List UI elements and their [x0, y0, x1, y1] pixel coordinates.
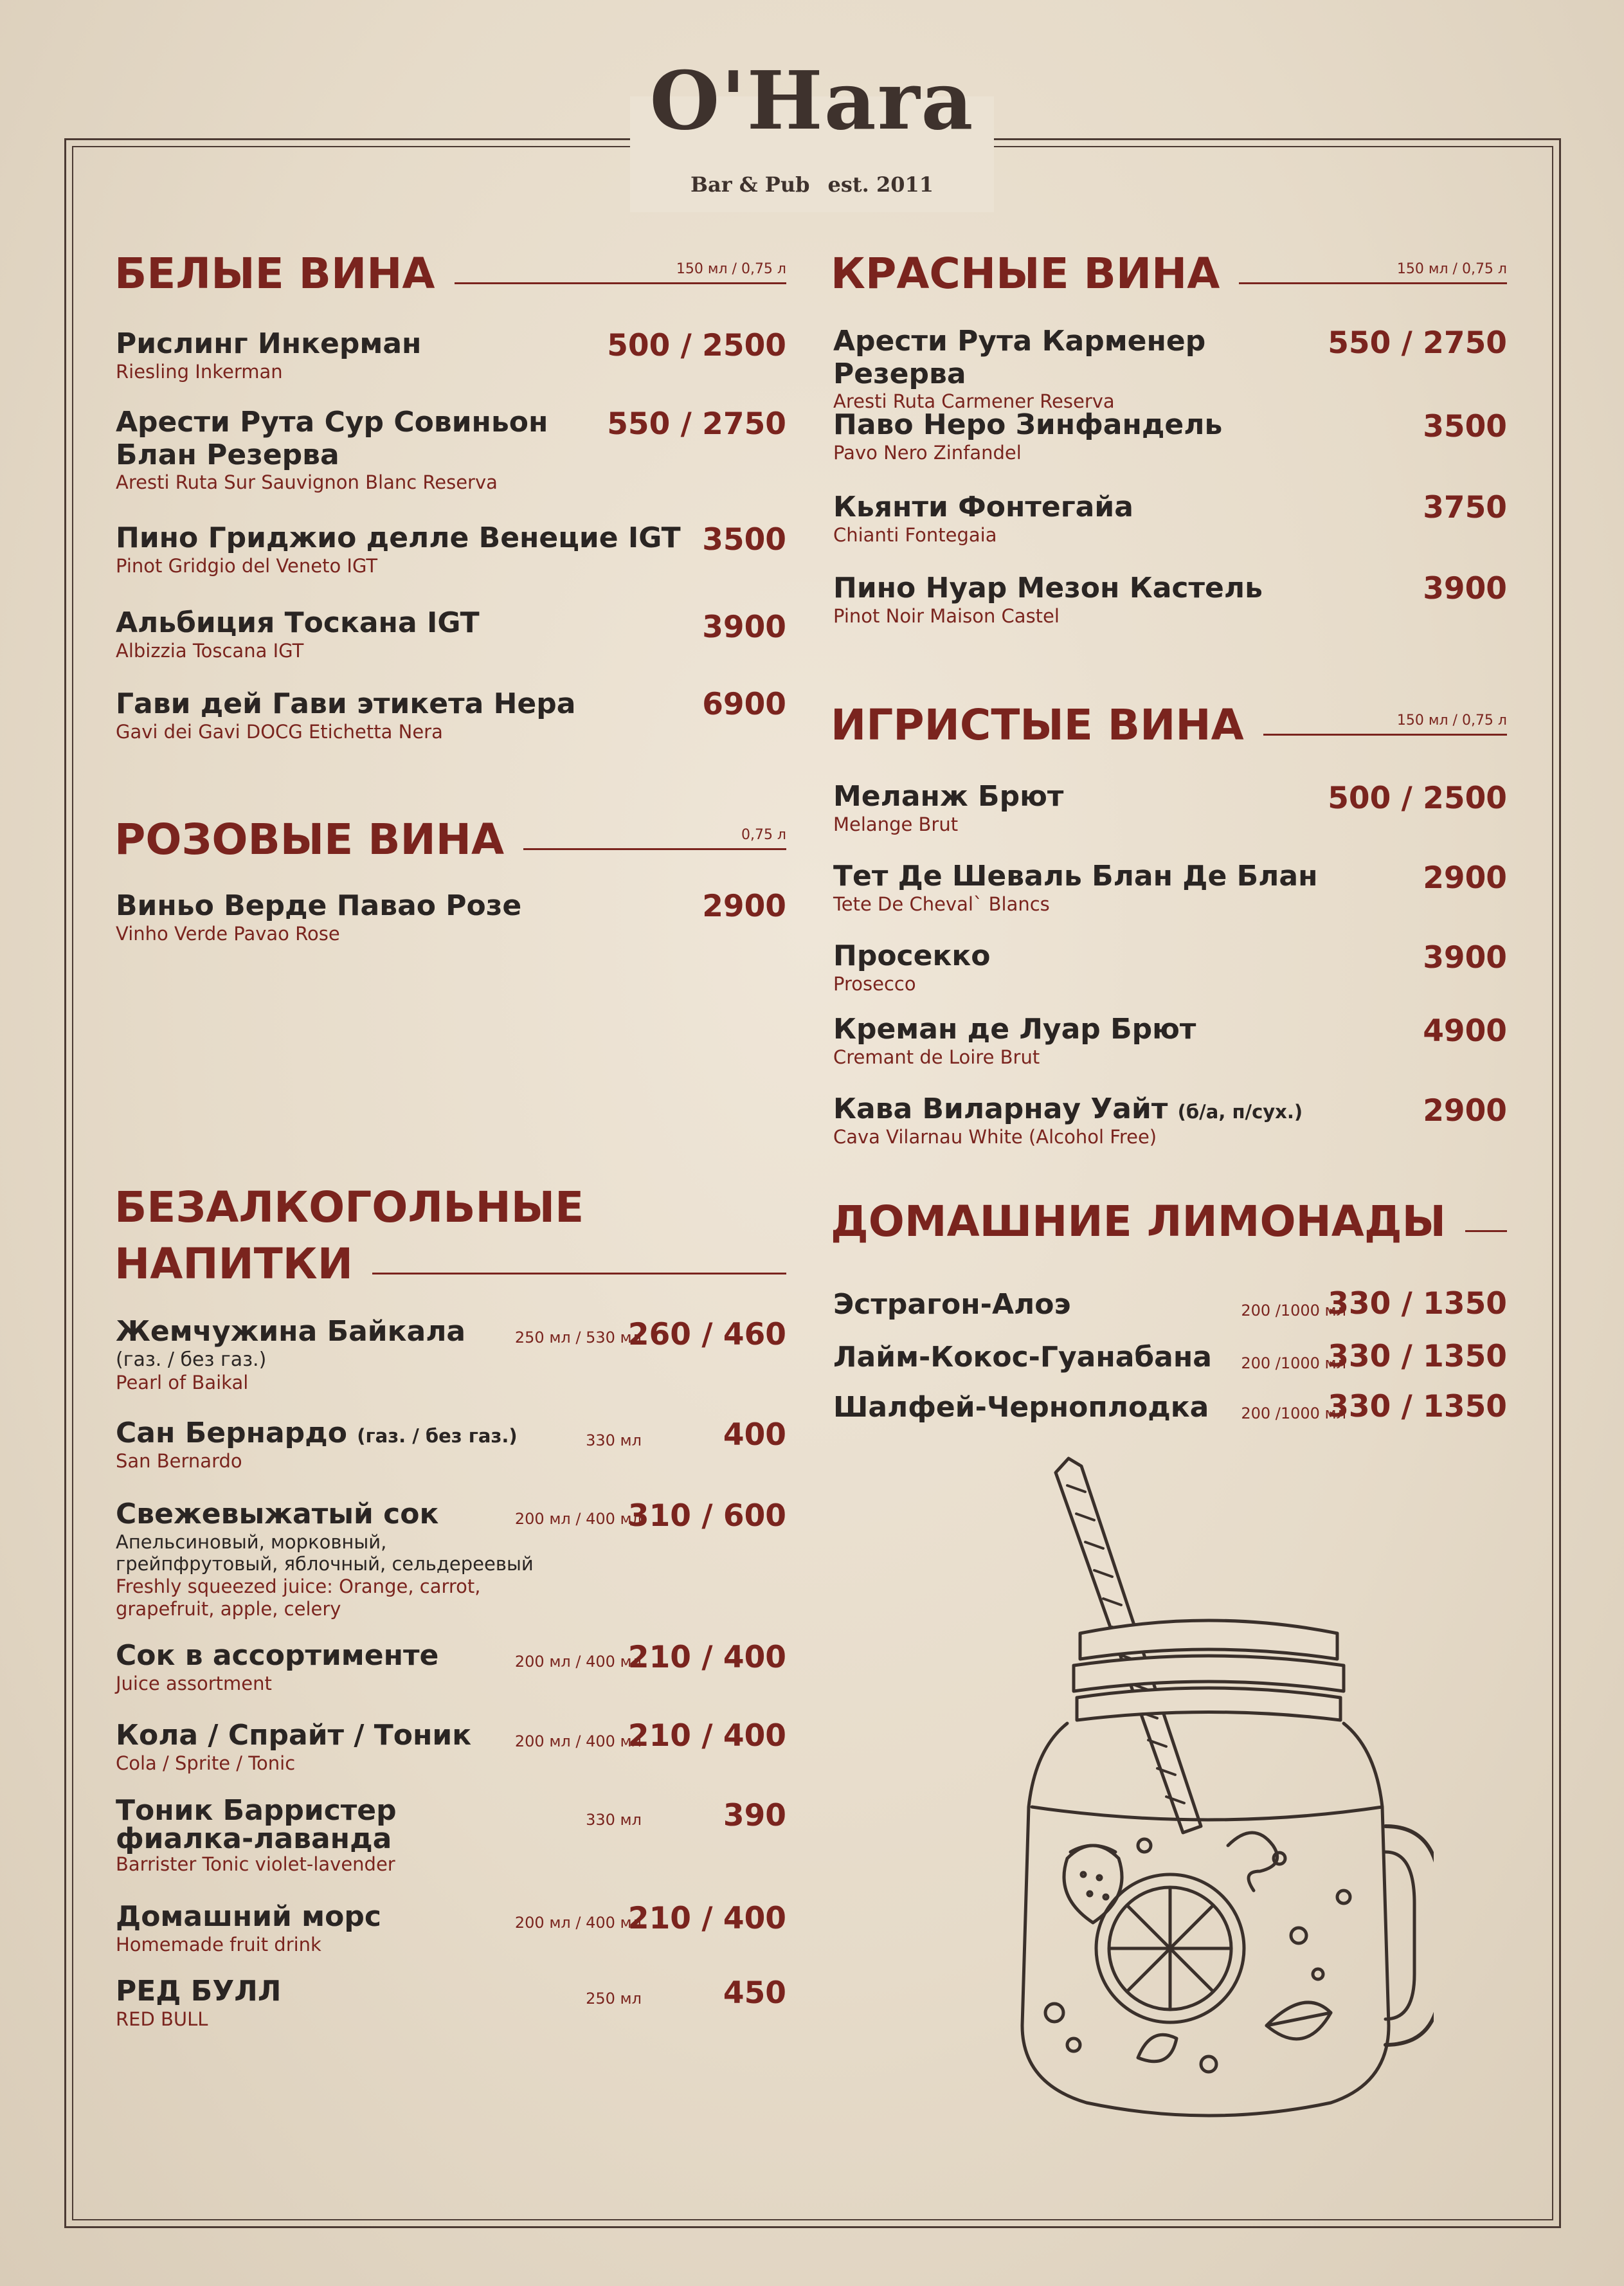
white-wines-volume: 150 мл / 0,75 л — [676, 260, 786, 277]
red-wines-header — [831, 249, 1507, 298]
item-price: 330 / 1350 — [1328, 1339, 1507, 1374]
item-name: Домашний морс — [116, 1900, 381, 1933]
item-name: Эстрагон-Алоэ — [833, 1288, 1071, 1321]
item-price: 500 / 2500 — [607, 328, 786, 363]
item-volume: 200 /1000 мл — [1241, 1354, 1346, 1372]
item-subtitle: Barrister Tonic violet-lavender — [116, 1853, 395, 1875]
menu-item — [116, 688, 694, 743]
item-name: Лайм-Кокос-Гуанабана — [833, 1341, 1212, 1374]
menu-item — [116, 1719, 566, 1774]
menu-item — [116, 328, 604, 383]
item-subtitle: Melange Brut — [833, 813, 959, 835]
section-divider — [1465, 1230, 1507, 1232]
item-volume: 250 мл — [586, 1990, 642, 2008]
item-price: 550 / 2750 — [607, 406, 786, 442]
brand-subtitle — [636, 172, 988, 197]
item-volume: 250 мл / 530 мл — [514, 1329, 642, 1347]
item-description: Апельсиновый, морковный, грейпфрутовый, яблочный, сельдереевый — [116, 1530, 534, 1575]
menu-item — [833, 1013, 1348, 1068]
section-divider — [1239, 260, 1507, 284]
item-price: 3900 — [702, 610, 786, 645]
soft-drinks-header — [114, 1240, 786, 1289]
item-name: Альбиция Тоскана IGT — [116, 606, 480, 639]
menu-item — [116, 1316, 514, 1393]
item-volume: 200 /1000 мл — [1241, 1302, 1346, 1320]
item-price: 390 — [723, 1798, 786, 1833]
item-volume: 200 мл / 400 мл — [514, 1914, 642, 1932]
menu-item — [833, 572, 1348, 627]
brand-type: Bar & Pub — [690, 172, 810, 197]
menu-item — [833, 940, 1348, 995]
lemonade-jar-illustration — [997, 1447, 1434, 2128]
item-volume: 200 мл / 400 мл — [514, 1653, 642, 1671]
sparkling-wines-volume: 150 мл / 0,75 л — [1396, 712, 1507, 729]
item-name — [116, 1417, 566, 1450]
item-subtitle: Aresti Ruta Carmener Reserva — [833, 390, 1115, 413]
item-subtitle: Vinho Verde Pavao Rose — [116, 922, 340, 945]
item-price: 210 / 400 — [627, 1718, 786, 1754]
menu-item — [833, 325, 1348, 413]
item-subtitle: Pearl of Baikal — [116, 1371, 249, 1393]
item-note: (газ. / без газ.) — [357, 1425, 518, 1447]
brand-logo: O'Hara — [649, 54, 975, 148]
item-name: Кьянти Фонтегайа — [833, 491, 1133, 523]
item-price: 550 / 2750 — [1328, 325, 1507, 361]
item-price: 400 — [723, 1417, 786, 1453]
item-price: 3900 — [1423, 940, 1507, 975]
item-subtitle: Riesling Inkerman — [116, 360, 283, 383]
item-price: 3500 — [1423, 409, 1507, 444]
item-price: 210 / 400 — [627, 1901, 786, 1936]
item-price: 500 / 2500 — [1328, 781, 1507, 816]
sparkling-wines-header — [831, 701, 1507, 750]
item-volume: 330 мл — [586, 1811, 642, 1829]
red-wines-volume: 150 мл / 0,75 л — [1396, 260, 1507, 277]
menu-item — [116, 1498, 540, 1620]
item-subtitle: Homemade fruit drink — [116, 1933, 321, 1955]
item-price: 4900 — [1423, 1013, 1507, 1049]
item-subtitle: RED BULL — [116, 2008, 208, 2030]
sparkling-wines-title: ИГРИСТЫЕ ВИНА — [831, 700, 1244, 750]
item-name: Пино Гриджио делле Венецие IGT — [116, 522, 681, 554]
item-subtitle: Pinot Noir Maison Castel — [833, 604, 1060, 627]
item-price: 3900 — [1423, 571, 1507, 606]
menu-item — [833, 1093, 1348, 1148]
item-subtitle: Cola / Sprite / Tonic — [116, 1752, 296, 1774]
item-subtitle: Tete De Cheval` Blancs — [833, 893, 1050, 915]
item-name: Виньо Верде Павао Розе — [116, 889, 522, 922]
item-volume: 330 мл — [586, 1431, 642, 1449]
item-name: Сок в ассортименте — [116, 1639, 439, 1672]
menu-item — [833, 860, 1348, 915]
item-name: Креман де Луар Брют — [833, 1013, 1196, 1046]
menu-item — [833, 409, 1348, 464]
item-subtitle: Freshly squeezed juice: Orange, carrot, grapefruit, apple, celery — [116, 1575, 481, 1620]
item-volume: 200 мл / 400 мл — [514, 1510, 642, 1528]
menu-item — [116, 1901, 566, 1955]
menu-item — [116, 1975, 566, 2030]
item-name: Кола / Спрайт / Тоник — [116, 1719, 472, 1752]
item-subtitle: Cremant de Loire Brut — [833, 1046, 1040, 1068]
item-price: 260 / 460 — [627, 1317, 786, 1352]
menu-item — [116, 406, 566, 494]
item-name: Арести Рута Карменер Резерва — [833, 325, 1206, 390]
item-subtitle: Pavo Nero Zinfandel — [833, 441, 1022, 464]
item-name: Арести Рута Сур Совиньон Блан Резерва — [116, 406, 548, 471]
item-name — [833, 1093, 1348, 1126]
item-subtitle: Albizzia Toscana IGT — [116, 639, 304, 662]
rose-wines-title: РОЗОВЫЕ ВИНА — [114, 815, 505, 864]
menu-item — [116, 607, 630, 662]
item-subtitle: Pinot Gridgio del Veneto IGT — [116, 554, 378, 577]
item-price: 450 — [723, 1975, 786, 2011]
item-name: Паво Неро Зинфандель — [833, 408, 1223, 441]
item-subtitle: Chianti Fontegaia — [833, 523, 997, 546]
soft-drinks-title-line1: БЕЗАЛКОГОЛЬНЫЕ — [114, 1183, 584, 1232]
item-price: 2900 — [1423, 1093, 1507, 1129]
item-note: (газ. / без газ.) — [116, 1348, 267, 1371]
section-divider — [455, 260, 786, 284]
menu-item — [116, 890, 630, 945]
item-name: Жемчужина Байкала — [116, 1315, 466, 1348]
item-note: (б/а, п/сух.) — [1177, 1101, 1303, 1123]
menu-item — [116, 522, 694, 577]
brand-est: est. 2011 — [827, 172, 934, 197]
item-price: 2900 — [1423, 860, 1507, 896]
section-divider — [523, 826, 786, 850]
menu-item — [833, 1341, 1219, 1374]
soft-drinks-title-line2: НАПИТКИ — [114, 1239, 353, 1289]
item-subtitle: Prosecco — [833, 972, 916, 995]
item-subtitle: Aresti Ruta Sur Sauvignon Blanc Reserva — [116, 471, 498, 494]
lemonades-header — [831, 1197, 1507, 1246]
item-price: 3750 — [1423, 490, 1507, 525]
item-name: Тет Де Шеваль Блан Де Блан — [833, 860, 1318, 893]
item-name: Меланж Брют — [833, 780, 1064, 813]
item-name: РЕД БУЛЛ — [116, 1975, 282, 2008]
item-price: 310 / 600 — [627, 1498, 786, 1534]
item-subtitle: Gavi dei Gavi DOCG Etichetta Nera — [116, 720, 443, 743]
menu-item — [116, 1640, 566, 1694]
item-subtitle: Juice assortment — [116, 1672, 272, 1694]
item-name: Рислинг Инкерман — [116, 327, 422, 360]
item-name: Просекко — [833, 939, 991, 972]
item-volume: 200 /1000 мл — [1241, 1404, 1346, 1422]
white-wines-title: БЕЛЫЕ ВИНА — [114, 249, 435, 298]
menu-item — [833, 1289, 1219, 1321]
lemonades-title: ДОМАШНИЕ ЛИМОНАДЫ — [831, 1197, 1447, 1246]
menu-item — [833, 781, 1348, 835]
item-subtitle: Cava Vilarnau White (Alcohol Free) — [833, 1125, 1157, 1148]
menu-item — [833, 1392, 1219, 1424]
item-price: 2900 — [702, 889, 786, 924]
menu-item — [116, 1794, 437, 1876]
item-price: 210 / 400 — [627, 1640, 786, 1675]
item-name-text: Сан Бернардо — [116, 1417, 347, 1449]
item-price: 330 / 1350 — [1328, 1286, 1507, 1321]
item-name-text: Кава Виларнау Уайт — [833, 1093, 1168, 1125]
item-volume: 200 мл / 400 мл — [514, 1732, 642, 1750]
rose-wines-header — [114, 815, 786, 864]
item-name: Пино Нуар Мезон Кастель — [833, 572, 1263, 604]
section-divider — [372, 1273, 786, 1275]
section-divider — [1263, 712, 1507, 736]
white-wines-header — [114, 249, 786, 298]
item-name: Гави дей Гави этикета Нера — [116, 687, 576, 720]
item-name: Шалфей-Черноплодка — [833, 1391, 1209, 1424]
item-name: Тоник Барристер фиалка-лаванда — [116, 1794, 397, 1855]
red-wines-title: КРАСНЫЕ ВИНА — [831, 249, 1220, 298]
item-subtitle: San Bernardo — [116, 1449, 242, 1472]
menu-item — [833, 491, 1348, 546]
rose-wines-volume: 0,75 л — [741, 826, 786, 843]
item-name: Свежевыжатый сок — [116, 1498, 439, 1530]
item-price: 6900 — [702, 687, 786, 722]
item-price: 3500 — [702, 522, 786, 558]
menu-item — [116, 1417, 566, 1472]
item-price: 330 / 1350 — [1328, 1389, 1507, 1424]
